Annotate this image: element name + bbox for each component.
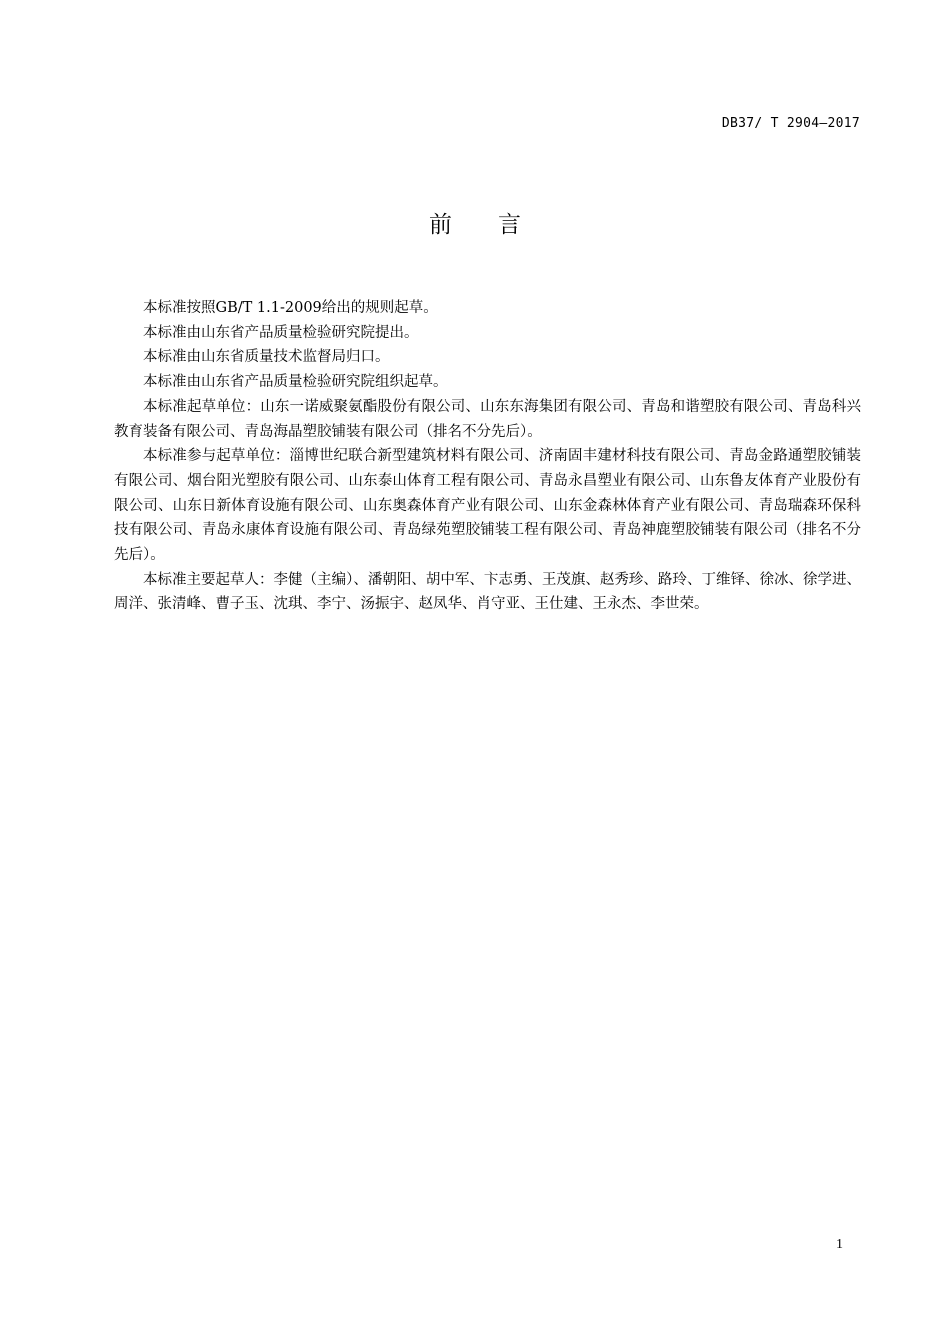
paragraph-participating-units: 本标准参与起草单位：淄博世纪联合新型建筑材料有限公司、济南固丰建材科技有限公司、青岛金路通塑胶铺装有限公司、烟台阳光塑胶有限公司、山东泰山体育工程有限公司、青岛永昌塑业有限公司、山东鲁友体育产业股份有限公司、山东日新体育设施有限公司、山东奥森体育产业有限公司、山东金森林体育产业有限公司、青岛瑞森环保科技有限公司、青岛永康体育设施有限公司、青岛绿苑塑胶铺装工程有限公司、青岛神鹿塑胶铺装有限公司（排名不分先后）。 [114,448,861,564]
paragraph-main-drafters: 本标准主要起草人：李健（主编）、潘朝阳、胡中军、卞志勇、王茂旗、赵秀珍、路玲、丁维铎、徐冰、徐学进、周洋、张清峰、曹子玉、沈琪、李宁、汤振宇、赵凤华、肖守亚、王仕建、王永杰、李世荣。 [114,571,861,613]
page-number: 1 [836,1237,843,1252]
paragraph-organizer: 本标准由山东省产品质量检验研究院组织起草。 [143,374,448,391]
paragraph-centralized-management: 本标准由山东省质量技术监督局归口。 [143,349,390,366]
standard-code: DB37/ T 2904—2017 [721,116,860,131]
paragraph-drafting-rules: 本标准按照GB/T 1.1-2009给出的规则起草。 [143,300,438,316]
paragraph-proposer: 本标准由山东省产品质量检验研究院提出。 [143,324,419,341]
page-title: 前 言 [429,212,521,238]
paragraph-drafting-units: 本标准起草单位：山东一诺威聚氨酯股份有限公司、山东东海集团有限公司、青岛和谐塑胶有限公司、青岛科兴教育装备有限公司、青岛海晶塑胶铺装有限公司（排名不分先后）。 [114,398,861,440]
foreword-body [114,296,861,617]
